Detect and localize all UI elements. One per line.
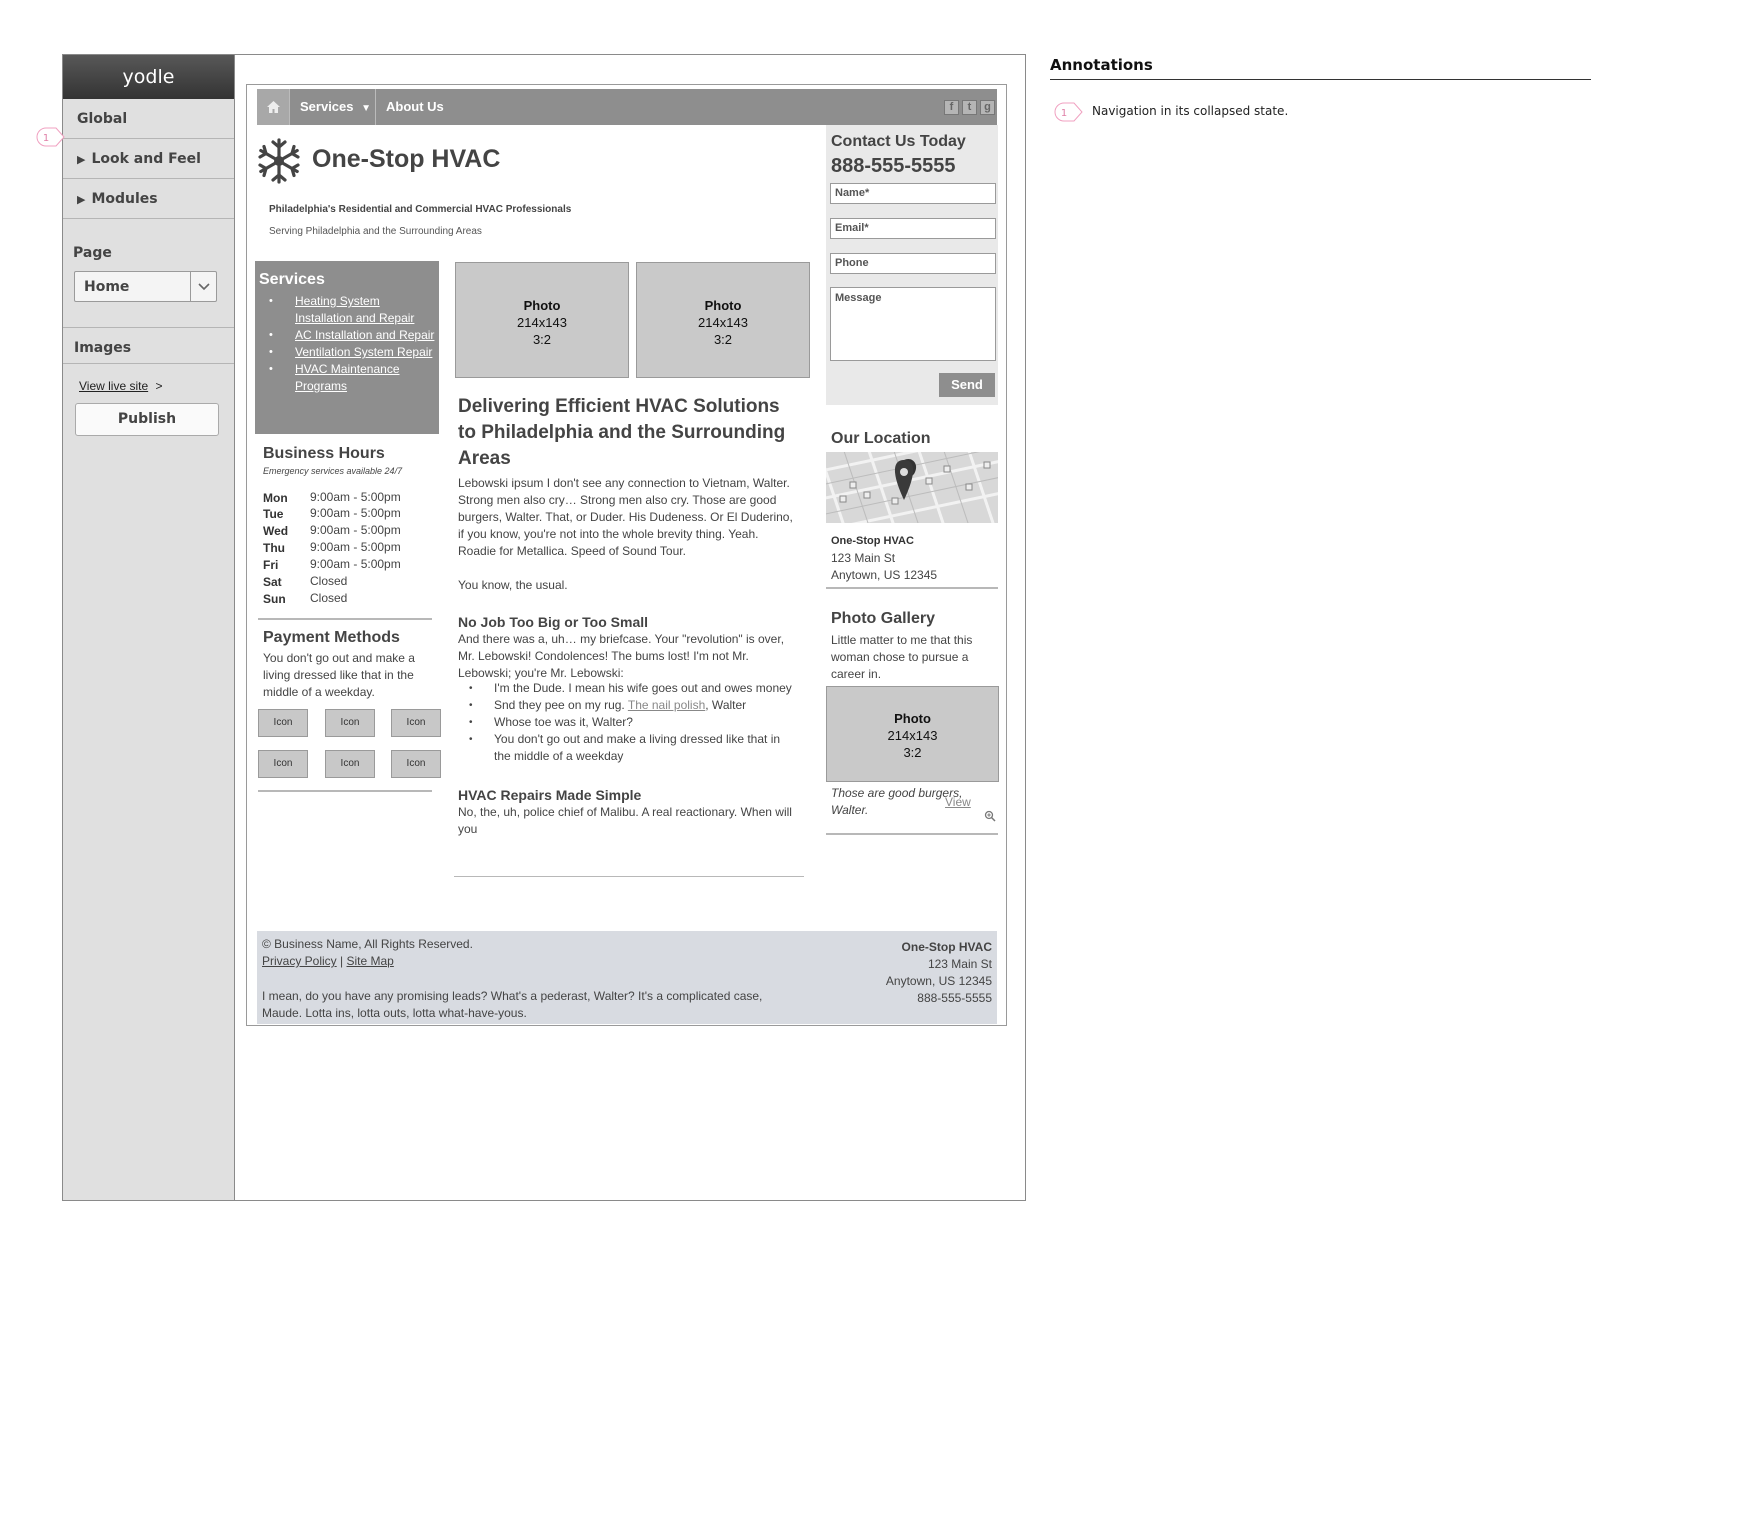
page-label: Page xyxy=(73,245,112,261)
payment-icon: Icon xyxy=(391,709,441,737)
sidebar-item-global[interactable] xyxy=(63,99,234,139)
annotations-title: Annotations xyxy=(1050,56,1153,74)
site-subtagline: Serving Philadelphia and the Surrounding Areas xyxy=(269,226,482,237)
footer-text: I mean, do you have any promising leads? What's a pederast, Walter? It's a complicated case, Maude. Lotta ins, lotta outs, lotta what-have-yous. xyxy=(262,989,763,1020)
home-icon xyxy=(257,89,290,125)
privacy-policy-link[interactable]: Privacy Policy xyxy=(262,954,337,968)
service-link[interactable]: HVAC Maintenance Programs xyxy=(295,362,400,393)
list-item: • I'm the Dude. I mean his wife goes out and owes money xyxy=(458,680,798,697)
snowflake-icon xyxy=(255,137,303,185)
site-footer xyxy=(257,931,997,1024)
photo-size: 214x143 xyxy=(698,315,748,330)
payment-icon: Icon xyxy=(325,709,375,737)
annotation-marker xyxy=(1054,101,1082,121)
arrow-right-icon: > xyxy=(155,379,163,393)
main-subheading: HVAC Repairs Made Simple xyxy=(458,787,642,803)
nav-services[interactable] xyxy=(291,89,376,125)
hours-time: 9:00am - 5:00pm xyxy=(310,540,401,554)
chevron-down-icon[interactable] xyxy=(190,272,216,301)
divider xyxy=(826,833,998,835)
main-paragraph: No, the, uh, police chief of Malibu. A real reactionary. When will you xyxy=(458,805,792,836)
hours-day: Fri xyxy=(263,558,279,572)
gallery-photo-placeholder[interactable] xyxy=(826,686,999,782)
footer-address xyxy=(886,939,992,1007)
page-select-value: Home xyxy=(84,279,130,295)
divider xyxy=(63,363,234,364)
payment-icon: Icon xyxy=(391,750,441,778)
expand-triangle-icon: ▶ xyxy=(77,153,86,166)
main-paragraph: You know, the usual. xyxy=(458,578,568,592)
message-field[interactable]: Message xyxy=(830,287,996,361)
hours-time: Closed xyxy=(310,591,348,605)
divider xyxy=(258,790,432,792)
list-item-text: Snd they pee on my rug. xyxy=(494,698,628,712)
site-title: One-Stop HVAC xyxy=(312,145,501,173)
footer-street: 123 Main St xyxy=(927,957,992,971)
hours-day: Mon xyxy=(263,491,288,505)
footer-links xyxy=(262,954,394,968)
main-list xyxy=(458,680,798,765)
sidebar-item-look-and-feel[interactable] xyxy=(63,139,234,179)
list-item xyxy=(255,344,435,361)
nav-home[interactable] xyxy=(257,89,290,125)
hours-time: 9:00am - 5:00pm xyxy=(310,523,401,537)
zoom-icon[interactable] xyxy=(984,809,996,827)
photo-placeholder xyxy=(636,262,810,378)
photo-ratio: 3:2 xyxy=(532,332,552,347)
list-item: • Whose toe was it, Walter? xyxy=(458,714,798,731)
location-city: Anytown, US 12345 xyxy=(831,568,938,582)
site-nav xyxy=(257,89,997,125)
hours-time: 9:00am - 5:00pm xyxy=(310,506,401,520)
hours-day: Sat xyxy=(263,575,282,589)
photo-gallery-text: Little matter to me that this woman chose to pursue a career in. xyxy=(831,633,973,681)
nav-about[interactable]: About Us xyxy=(386,99,444,114)
hours-time: 9:00am - 5:00pm xyxy=(310,557,401,571)
nav-services-label: Services xyxy=(300,99,354,114)
divider xyxy=(258,618,432,620)
list-item xyxy=(458,697,798,714)
publish-button[interactable]: Publish xyxy=(75,403,219,436)
main-paragraph: Lebowski ipsum I don't see any connection to Vietnam, Walter. Strong men also cry… Strong men also cry. Those are good burgers, Walter. That, or Duder. His Dudeness. Or El Duderino, if you know, you're not into the whole brevity thing. Yeah. Roadie for Metallica. Speed of Sound Tour. xyxy=(458,476,793,558)
photo-ratio: 3:2 xyxy=(903,745,922,760)
annotation-text: Navigation in its collapsed state. xyxy=(1092,104,1289,118)
send-button[interactable]: Send xyxy=(939,373,995,397)
footer-copyright: © Business Name, All Rights Reserved. xyxy=(262,937,473,951)
hours-day: Wed xyxy=(263,524,289,538)
photo-label: Photo xyxy=(523,298,561,313)
site-map-link[interactable]: Site Map xyxy=(346,954,394,968)
footer-city: Anytown, US 12345 xyxy=(885,974,992,988)
sidebar-item-modules[interactable] xyxy=(63,179,234,219)
hours-day: Sun xyxy=(263,592,286,606)
payment-icon: Icon xyxy=(258,709,308,737)
annotation-marker-number: 1 xyxy=(1060,108,1068,119)
hours-day: Thu xyxy=(263,541,285,555)
list-item xyxy=(255,327,435,344)
services-list xyxy=(255,293,435,395)
footer-business-name: One-Stop HVAC xyxy=(901,940,992,954)
services-title: Services xyxy=(259,271,325,288)
gallery-caption: Those are good burgers, Walter. xyxy=(831,786,963,817)
divider xyxy=(63,327,234,328)
website-preview xyxy=(246,84,1007,1026)
site-tagline: Philadelphia's Residential and Commercial HVAC Professionals xyxy=(269,204,572,215)
main-subheading: No Job Too Big or Too Small xyxy=(458,614,649,630)
view-live-site[interactable] xyxy=(79,379,163,393)
payment-icon: Icon xyxy=(325,750,375,778)
service-link[interactable]: AC Installation and Repair xyxy=(295,328,435,342)
hours-time: 9:00am - 5:00pm xyxy=(310,490,401,504)
divider xyxy=(1050,79,1591,80)
editor-sidebar xyxy=(62,54,235,1201)
photo-label: Photo xyxy=(894,711,931,726)
email-field[interactable]: Email* xyxy=(830,218,996,239)
google-plus-icon[interactable]: g xyxy=(980,100,995,115)
sidebar-item-label: Modules xyxy=(91,191,158,207)
photo-gallery-title: Photo Gallery xyxy=(831,610,936,627)
main-paragraph: And there was a, uh… my briefcase. Your "revolution" is over, Mr. Lebowski! Condolences! The bums lost! I'm not Mr. Lebowski; you're Mr. Lebowski: xyxy=(458,632,785,680)
photo-label: Photo xyxy=(704,298,742,313)
list-item xyxy=(255,361,435,395)
contact-form xyxy=(826,125,998,405)
main-heading: Delivering Efficient HVAC Solutions to Philadelphia and the Surrounding Areas xyxy=(458,396,786,469)
name-field[interactable]: Name* xyxy=(830,183,996,204)
photo-size: 214x143 xyxy=(517,315,567,330)
photo-placeholder xyxy=(455,262,629,378)
location-name: One-Stop HVAC xyxy=(831,535,914,547)
annotation-marker-number: 1 xyxy=(42,133,50,144)
footer-phone: 888-555-5555 xyxy=(917,991,992,1005)
divider xyxy=(826,587,998,589)
divider xyxy=(454,876,804,877)
payment-methods-text: You don't go out and make a living dressed like that in the middle of a weekday. xyxy=(263,651,415,699)
location-street: 123 Main St xyxy=(831,551,896,565)
caret-down-icon: ▼ xyxy=(361,103,372,114)
twitter-icon[interactable]: t xyxy=(962,100,977,115)
contact-title: Contact Us Today xyxy=(831,133,966,150)
services-box xyxy=(255,261,439,434)
view-live-site-link[interactable]: View live site xyxy=(79,379,149,393)
sidebar-item-label: Global xyxy=(77,111,128,127)
service-link[interactable]: Ventilation System Repair xyxy=(295,345,433,359)
location-title: Our Location xyxy=(831,430,931,447)
photo-ratio: 3:2 xyxy=(713,332,733,347)
expand-triangle-icon: ▶ xyxy=(77,193,86,206)
photo-size: 214x143 xyxy=(887,728,938,743)
page-select[interactable] xyxy=(74,271,217,302)
business-hours-title: Business Hours xyxy=(263,445,385,462)
phone-field[interactable]: Phone xyxy=(830,253,996,274)
annotation-marker xyxy=(36,126,64,146)
payment-methods-title: Payment Methods xyxy=(263,629,400,646)
list-item: • You don't go out and make a living dressed like that in the middle of a weekday xyxy=(458,731,798,765)
business-hours-note: Emergency services available 24/7 xyxy=(263,466,403,476)
yodle-logo: yodle xyxy=(63,55,234,99)
gallery-view-link[interactable]: View xyxy=(945,795,971,809)
location-map[interactable] xyxy=(826,452,998,523)
payment-icon: Icon xyxy=(258,750,308,778)
hours-time: Closed xyxy=(310,574,348,588)
facebook-icon[interactable]: f xyxy=(944,100,959,115)
hours-day: Tue xyxy=(263,507,284,521)
contact-phone: 888-555-5555 xyxy=(831,155,956,177)
service-link[interactable]: Heating System Installation and Repair xyxy=(295,294,415,325)
sidebar-item-label: Look and Feel xyxy=(91,151,201,167)
footer-link-separator: | xyxy=(340,954,344,968)
list-item-text: , Walter xyxy=(705,698,747,712)
sidebar-item-images[interactable]: Images xyxy=(74,340,132,356)
nail-polish-link[interactable]: The nail polish xyxy=(627,698,706,712)
list-item xyxy=(255,293,435,327)
